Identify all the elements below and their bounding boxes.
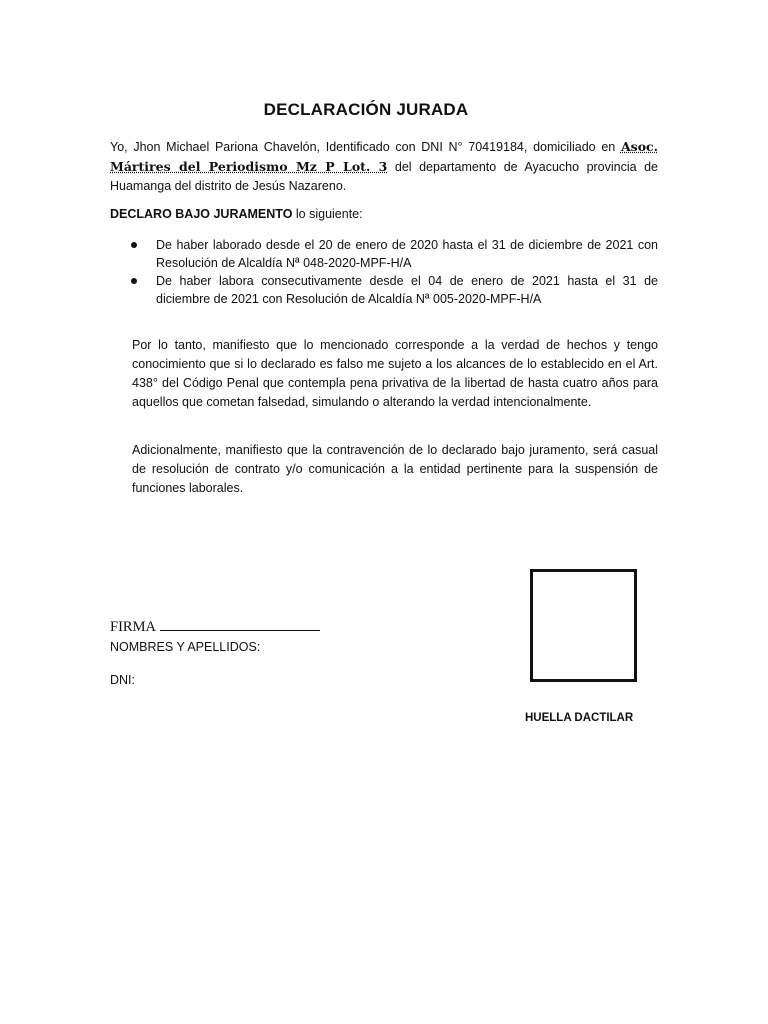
bullet-icon: [131, 278, 137, 284]
declaration-heading: [110, 207, 363, 221]
list-item: [128, 272, 658, 308]
bullet-icon: [131, 242, 137, 248]
intro-paragraph: [110, 137, 658, 196]
address-text: Asoc. Mártires del Periodismo Mz P Lot. 3: [110, 139, 658, 174]
fingerprint-box: [530, 569, 637, 682]
document-title: DECLARACIÓN JURADA: [263, 100, 469, 119]
intro-text-end: del departamento de Ayacucho provincia de Huamanga del distrito de Jesús Nazareno.: [110, 160, 658, 193]
declaration-heading-bold: DECLARO BAJO JURAMENTO: [110, 207, 293, 221]
fingerprint-label: HUELLA DACTILAR: [525, 712, 634, 724]
declaration-list: [128, 236, 658, 308]
signature-line: [160, 618, 320, 631]
intro-text-start: Yo, Jhon Michael Pariona Chavelón, Identificado con DNI N° 70419184, domiciliado en: [110, 140, 621, 154]
signature-label: FIRMA: [110, 619, 156, 635]
dni-label: DNI:: [110, 673, 135, 687]
names-label: NOMBRES Y APELLIDOS:: [110, 640, 261, 654]
legal-paragraph: Por lo tanto, manifiesto que lo mencionado corresponde a la verdad de hechos y tengo conocimiento que si lo declarado es falso me sujeto a los alcances de lo establecido en el Art. 438° del Código Penal que contempla pena privativa de la libertad de hasta cuatro años para aquellos que cometan falsedad, simulando o alterando la verdad intencionalmente.: [132, 338, 658, 409]
list-item-text: De haber labora consecutivamente desde el 04 de enero de 2021 hasta el 31 de diciembre de 2021 con Resolución de Alcaldía Nª 005-2020-MPF-H/A: [156, 274, 658, 306]
list-item: [128, 236, 658, 272]
signature-field: [110, 618, 320, 636]
declaration-heading-rest: lo siguiente:: [292, 207, 363, 221]
additional-paragraph: Adicionalmente, manifiesto que la contravención de lo declarado bajo juramento, será casual de resolución de contrato y/o comunicación a la entidad pertinente para la suspensión de funciones laborales.: [132, 443, 658, 495]
list-item-text: De haber laborado desde el 20 de enero de 2020 hasta el 31 de diciembre de 2021 con Resolución de Alcaldía Nª 048-2020-MPF-H/A: [156, 238, 658, 270]
